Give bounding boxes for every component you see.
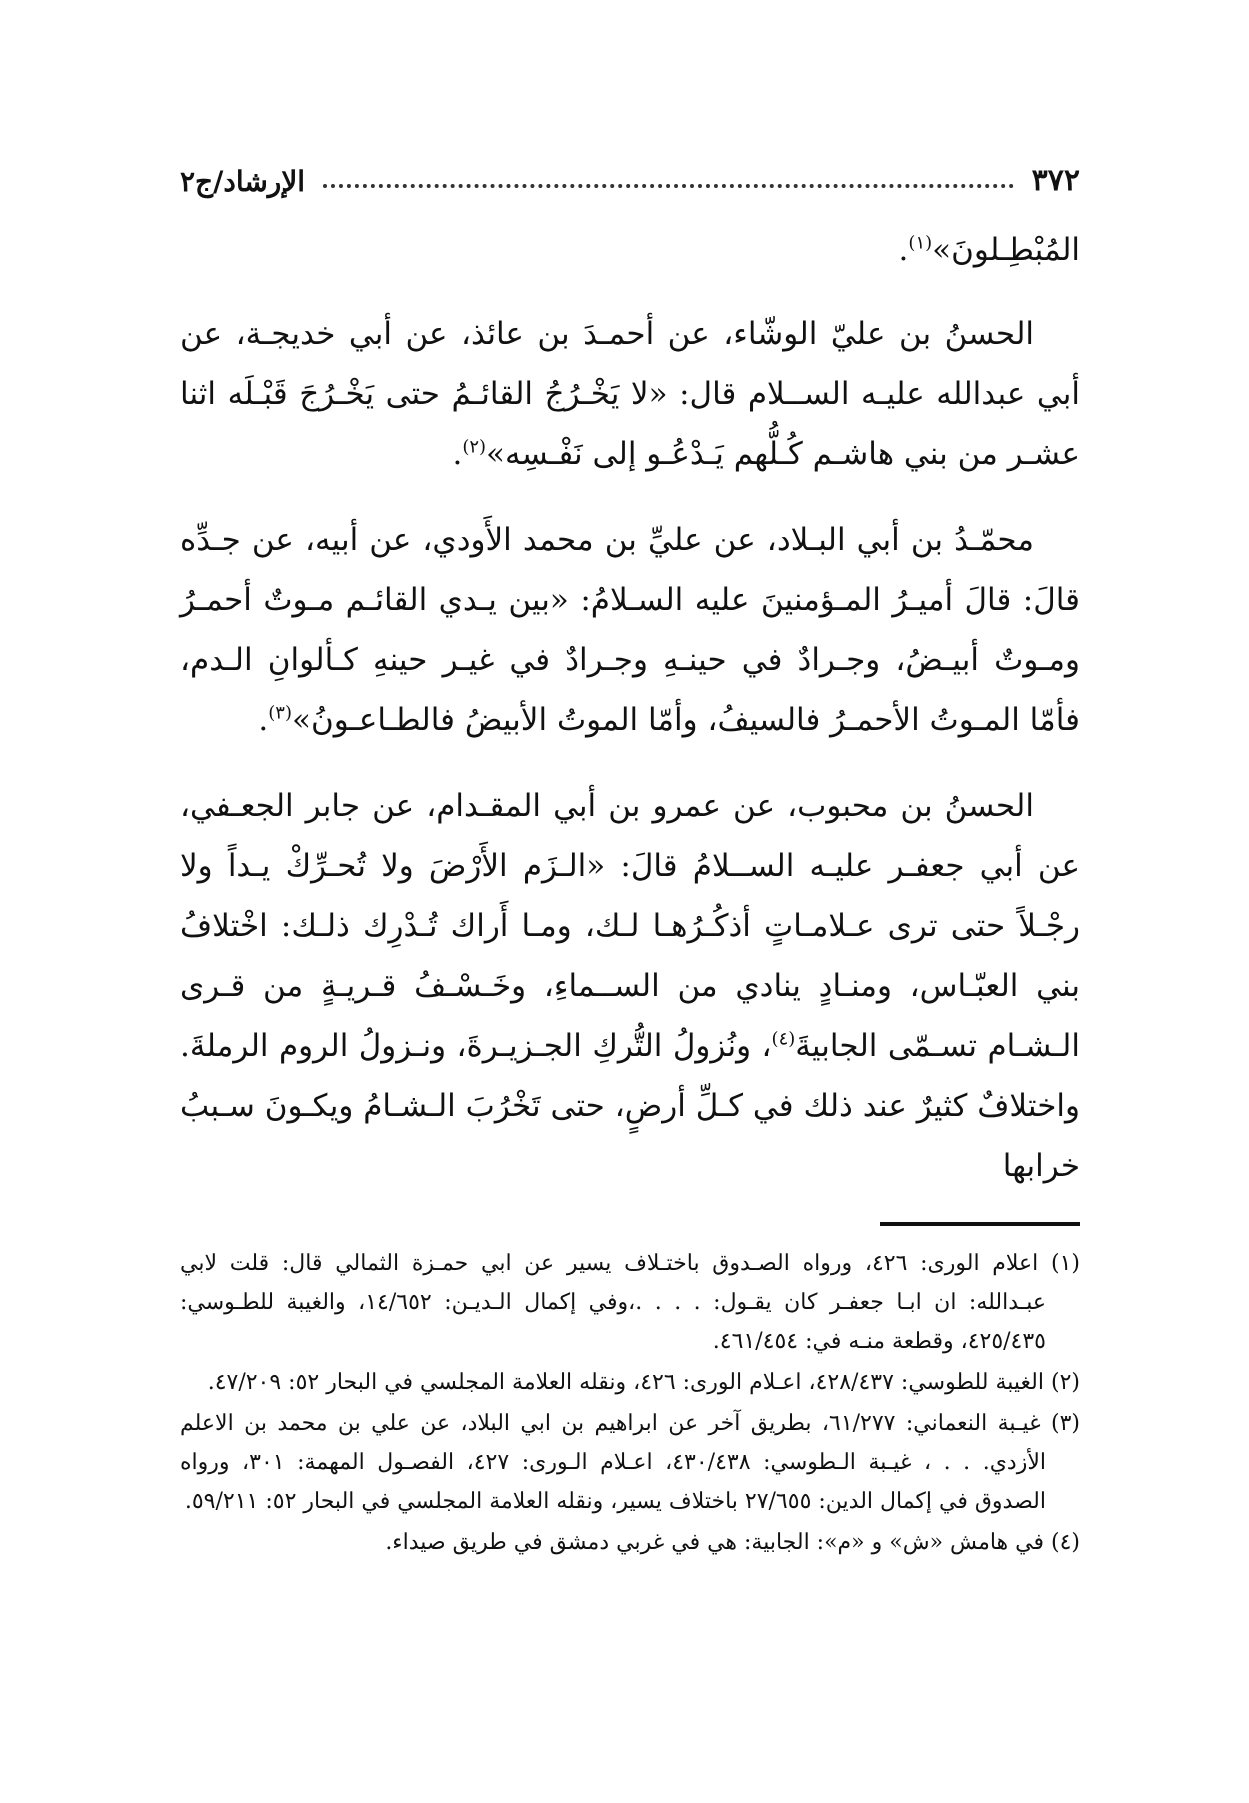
footnote-ref-4: (٤) [771,1028,796,1050]
paragraph-hadith-3: الحسنُ بن محبوب، عن عمرو بن أبي المقـدام، عن جابر الجعـفي، عن أبي جعفـر عليـه الســلامُ قالَ: «الـزَم الأَرْضَ ولا تُحـرِّكْ يـداً ولا رجْـلاً حتى ترى عـلامـاتٍ أذكُـرُهـا لـك، ومـا أَراك تُـدْرِك ذلـك: اخْتلافُ بني العبّـاس، ومنـادٍ ينادي من الســماءِ، وخَـسْـفُ قـريـةٍ من قـرى الـشـام تسـمّى الجابيةَ$^{(٤)}$، ونُزولُ التُّركِ الجـزيـرةَ، ونـزولُ الروم الرملةَ. واختلافٌ كثيرٌ عند ذلك في كـلِّ أرضٍ، حتى تَخْرُبَ الـشـامُ ويكـونَ سـببُ خرابها [180,788,1080,1184]
footnote-ref-3: (٣) [268,702,292,724]
footnote-4: (٤) في هامش «ش» و «م»: الجابية: هي في غربي دمشق في طريق صيداء. [385,1530,1080,1555]
page-number: ٣٧٢ [1031,163,1080,198]
header-dot-leader [323,184,1014,188]
running-header [180,150,1080,198]
paragraph-continuation: المُبْطِـلونَ»$^{(١)}$. [898,232,1080,268]
footnote-ref-2: (٢) [462,436,487,458]
footnote-1: (١) اعلام الورى: ٤٢٦، ورواه الصـدوق باختـلاف يسير عن ابي حمـزة الثمالي قال: قلت لابي عبـدالله: ان ابـا جعفـر كان يقـول: . . . .،وفي إكمال الـديـن: ١٤/٦٥٢، والغيبة للطـوسي: ٤٢٥/٤٣٥، وقطعة منـه في: ٤٦١/٤٥٤. [180,1251,1080,1354]
footnote-3: (٣) غيـبة النعماني: ٦١/٢٧٧، بطريق آخر عن ابراهيم بن ابي البلاد، عن علي بن محمد بن الاعلم الأزدي. . . ، غيـبة الـطوسي: ٤٣٠/٤٣٨، اعـلام الـورى: ٤٢٧، الفصـول المهمة: ٣٠١، ورواه الصدوق في إكمال الدين: ٢٧/٦٥٥ باختلاف يسير، ونقله العلامة المجلسي في البحار ٥٢: ٥٩/٢١١. [180,1411,1080,1514]
book-title: الإرشاد/ج٢ [180,165,306,198]
footnote-separator [880,1222,1080,1226]
footnote-ref-1: (١) [908,232,933,254]
paragraph-hadith-1: الحسنُ بن عليّ الوشّاء، عن أحمـدَ بن عائذ، عن أبي خديجـة، عن أبي عبدالله عليـه الســلام قال: «لا يَخْـرُجُ القائـمُ حتى يَخْـرُجَ قَبْـلَه اثنا عشـر من بني هاشـم كُـلُّهم يَـدْعُـو إلى نَفْـسِه»$^{(٢)}$. [180,316,1080,472]
paragraph-hadith-2: محمّـدُ بن أبي البـلاد، عن عليِّ بن محمد الأَودي، عن أبيه، عن جـدِّه قالَ: قالَ أميـرُ المـؤمنينَ عليه السـلامُ: «بين يـدي القائـم مـوتٌ أحمـرُ ومـوتٌ أبيـضُ، وجـرادٌ في حينـهِ وجـرادٌ في غيـر حينهِ كـألوانِ الـدم، فأمّا المـوتُ الأحمـرُ فالسيفُ، وأمّا الموتُ الأبيضُ فالطـاعـونُ»$^{(٣)}$. [180,522,1080,738]
footnotes [180,1244,1080,1562]
footnote-2: (٢) الغيبة للطوسي: ٤٢٨/٤٣٧، اعـلام الورى: ٤٢٦، ونقله العلامة المجلسي في البحار ٥٢: ٤٧/٢٠٩. [207,1370,1080,1395]
main-text [180,220,1080,1196]
book-page [180,150,1080,1700]
